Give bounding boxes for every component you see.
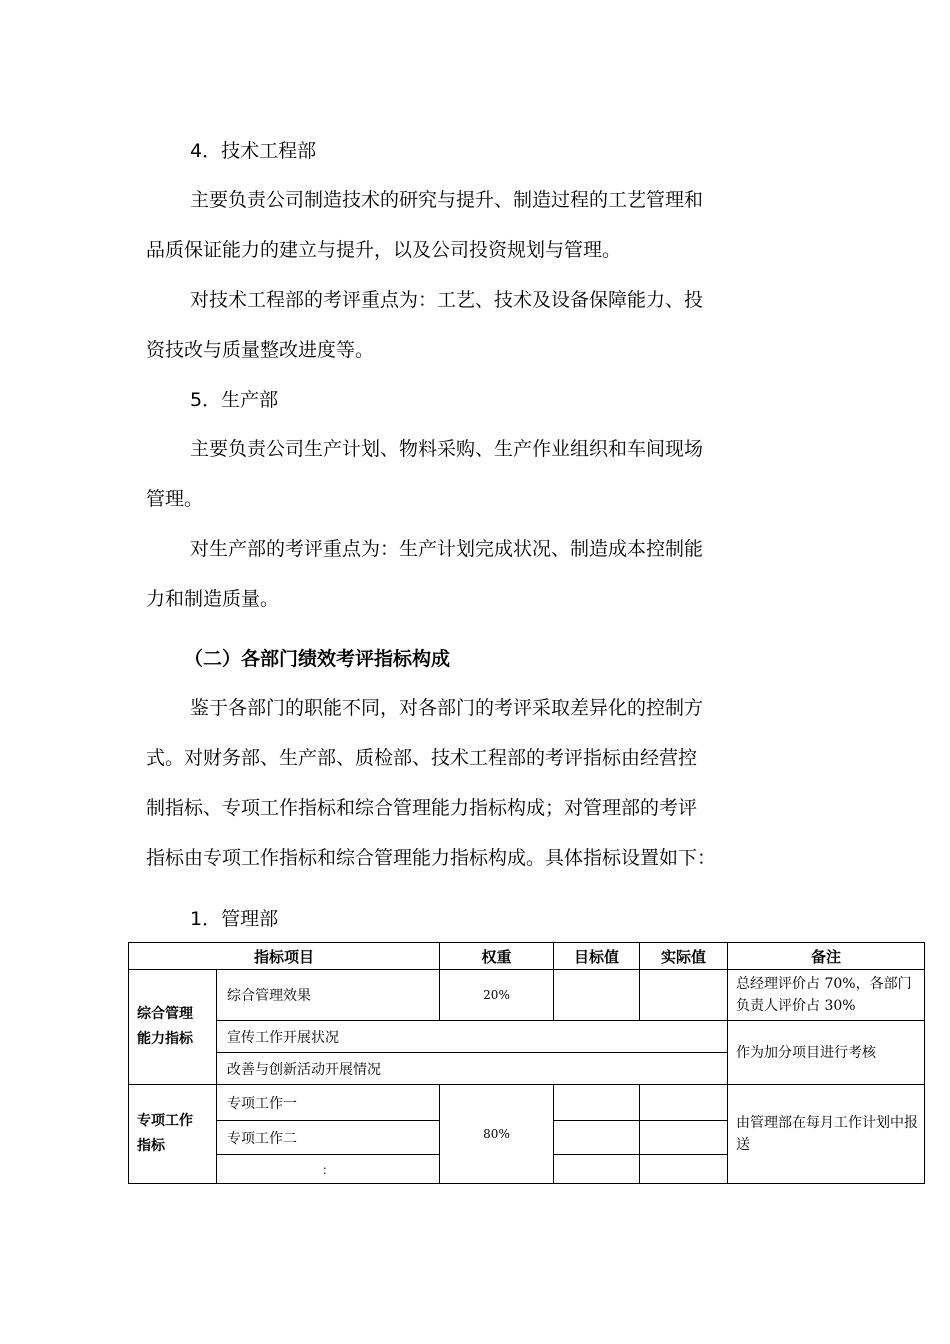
category-line: 综合管理 xyxy=(137,1006,193,1022)
section5-focus-line2: 力和制造质量。 xyxy=(146,588,280,610)
target-cell xyxy=(554,1155,640,1184)
section5-desc-line2: 管理。 xyxy=(146,488,204,510)
item-cell: ： xyxy=(217,1155,440,1184)
item-cell: 改善与创新活动开展情况 xyxy=(217,1053,728,1085)
part2-paragraph-line3: 制指标、专项工作指标和综合管理能力指标构成；对管理部的考评 xyxy=(146,797,698,819)
part2-paragraph-line2: 式。对财务部、生产部、质检部、技术工程部的考评指标由经营控 xyxy=(146,747,698,769)
section4-focus-line1: 对技术工程部的考评重点为：工艺、技术及设备保障能力、投 xyxy=(190,289,704,311)
actual-cell xyxy=(640,1085,728,1121)
note-cell: 作为加分项目进行考核 xyxy=(728,1021,925,1085)
category-line: 指标 xyxy=(137,1138,165,1154)
section5-focus-line1: 对生产部的考评重点为：生产计划完成状况、制造成本控制能 xyxy=(190,538,704,560)
header-actual: 实际值 xyxy=(640,943,728,970)
part2-paragraph-line4: 指标由专项工作指标和综合管理能力指标构成。具体指标设置如下： xyxy=(146,847,717,869)
item-cell: 专项工作一 xyxy=(217,1085,440,1121)
section5-heading: 5．生产部 xyxy=(190,389,279,411)
header-weight: 权重 xyxy=(440,943,554,970)
target-cell xyxy=(554,970,640,1021)
part2-heading: （二）各部门绩效考评指标构成 xyxy=(184,648,451,670)
section4-desc-line2: 品质保证能力的建立与提升，以及公司投资规划与管理。 xyxy=(146,239,622,261)
table-row xyxy=(129,1021,925,1053)
part2-paragraph-line1: 鉴于各部门的职能不同，对各部门的考评采取差异化的控制方 xyxy=(190,697,704,719)
category-cell xyxy=(129,970,217,1085)
item-cell: 综合管理效果 xyxy=(217,970,440,1021)
sub1-heading: 1．管理部 xyxy=(190,908,279,930)
table-row xyxy=(129,1085,925,1121)
header-note: 备注 xyxy=(728,943,925,970)
table-header-row xyxy=(129,943,925,970)
table-row xyxy=(129,970,925,1021)
actual-cell xyxy=(640,970,728,1021)
kpi-table xyxy=(128,942,925,1184)
category-line: 专项工作 xyxy=(137,1113,193,1129)
target-cell xyxy=(554,1085,640,1121)
actual-cell xyxy=(640,1155,728,1184)
weight-cell: 20% xyxy=(440,970,554,1021)
header-item: 指标项目 xyxy=(129,943,440,970)
actual-cell xyxy=(640,1121,728,1155)
section5-desc-line1: 主要负责公司生产计划、物料采购、生产作业组织和车间现场 xyxy=(190,438,704,460)
section4-focus-line2: 资技改与质量整改进度等。 xyxy=(146,339,375,361)
category-cell xyxy=(129,1085,217,1184)
section4-desc-line1: 主要负责公司制造技术的研究与提升、制造过程的工艺管理和 xyxy=(190,189,704,211)
note-cell: 总经理评价占 70%，各部门负责人评价占 30% xyxy=(728,970,925,1021)
target-cell xyxy=(554,1121,640,1155)
weight-cell: 80% xyxy=(440,1085,554,1184)
section4-heading: 4．技术工程部 xyxy=(190,140,317,162)
note-cell: 由管理部在每月工作计划中报送 xyxy=(728,1085,925,1184)
header-target: 目标值 xyxy=(554,943,640,970)
item-cell: 宣传工作开展状况 xyxy=(217,1021,728,1053)
item-cell: 专项工作二 xyxy=(217,1121,440,1155)
category-line: 能力指标 xyxy=(137,1031,193,1047)
